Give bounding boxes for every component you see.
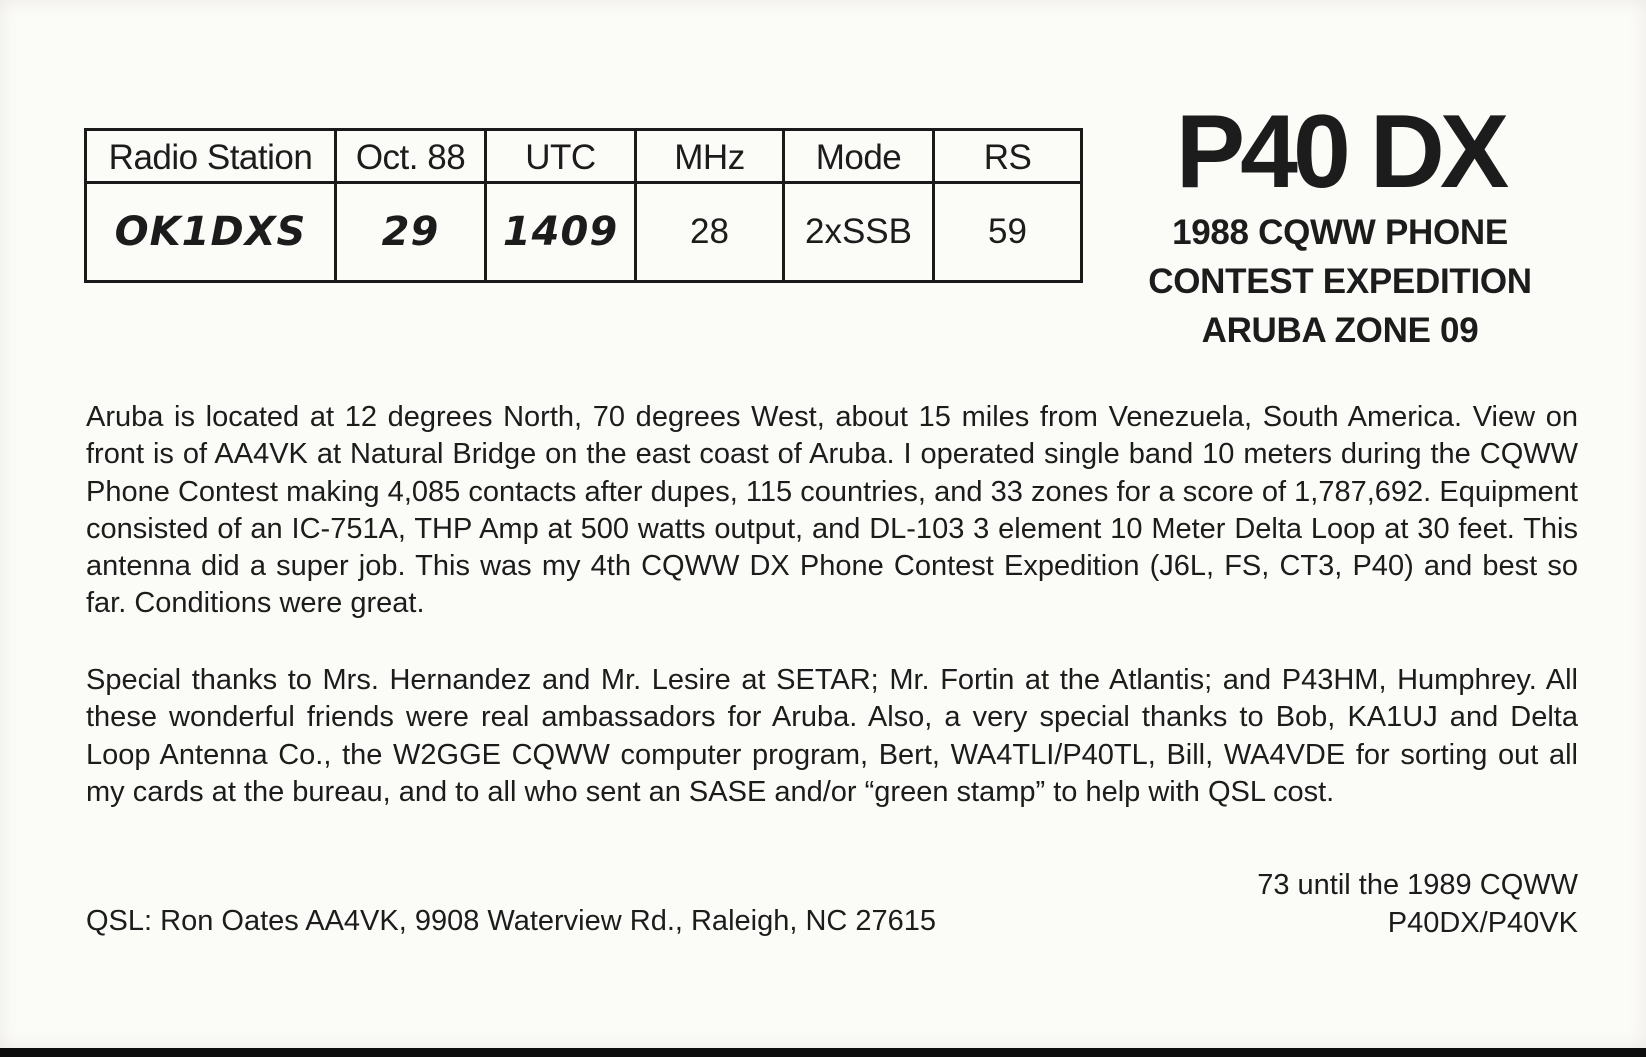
value-date: 29: [336, 183, 486, 282]
header-utc: UTC: [486, 130, 636, 183]
callsign-title: P40 DX: [1175, 94, 1505, 210]
signoff-callsigns: P40DX/P40VK: [1387, 907, 1578, 939]
signoff: [1257, 866, 1578, 942]
card-bottom-edge: [0, 1048, 1646, 1057]
expedition-line: CONTEST EXPEDITION: [1148, 262, 1532, 301]
header-mhz: MHz: [636, 130, 784, 183]
signoff-line: 73 until the 1989 CQWW: [1257, 869, 1578, 901]
header-mode: Mode: [784, 130, 934, 183]
value-mhz: 28: [636, 183, 784, 282]
value-radio-station: OK1DXS: [86, 183, 336, 282]
qso-table: [84, 128, 1083, 283]
header-date: Oct. 88: [336, 130, 486, 183]
qso-table-header-row: [86, 130, 1082, 183]
value-rs: 59: [934, 183, 1082, 282]
value-utc: 1409: [486, 183, 636, 282]
qso-table-value-row: [86, 183, 1082, 282]
header-rs: RS: [934, 130, 1082, 183]
header-radio-station: Radio Station: [86, 130, 336, 183]
description-paragraph: Aruba is located at 12 degrees North, 70 degrees West, about 15 miles from Venezuela, South America. View on front is of AA4VK at Natural Bridge on the east coast of Aruba. I operated single band 10 meters during the CQWW Phone Contest making 4,085 contacts after dupes, 115 countries, and 33 zones for a score of 1,787,692. Equipment consisted of an IC-751A, THP Amp at 500 watts output, and DL-103 3 element 10 Meter Delta Loop at 30 feet. This antenna did a super job. This was my 4th CQWW DX Phone Contest Expedition (J6L, FS, CT3, P40) and best so far. Conditions were great.: [86, 401, 1578, 620]
value-mode: 2xSSB: [784, 183, 934, 282]
zone-line: ARUBA ZONE 09: [1201, 311, 1479, 350]
thanks-paragraph: Special thanks to Mrs. Hernandez and Mr. Lesire at SETAR; Mr. Fortin at the Atlantis; and P43HM, Humphrey. All these wonderful friends were real ambassadors for Aruba. Also, a very special thanks to Bob, KA1UJ and Delta Loop Antenna Co., the W2GGE CQWW computer program, Bert, WA4TLI/P40TL, Bill, WA4VDE for sorting out all my cards at the bureau, and to all who sent an SASE and/or “green stamp” to help with QSL cost.: [86, 664, 1578, 808]
contest-line: 1988 CQWW PHONE: [1172, 213, 1508, 252]
qsl-address: QSL: Ron Oates AA4VK, 9908 Waterview Rd., Raleigh, NC 27615: [86, 905, 937, 937]
callsign-block: [1110, 96, 1570, 355]
